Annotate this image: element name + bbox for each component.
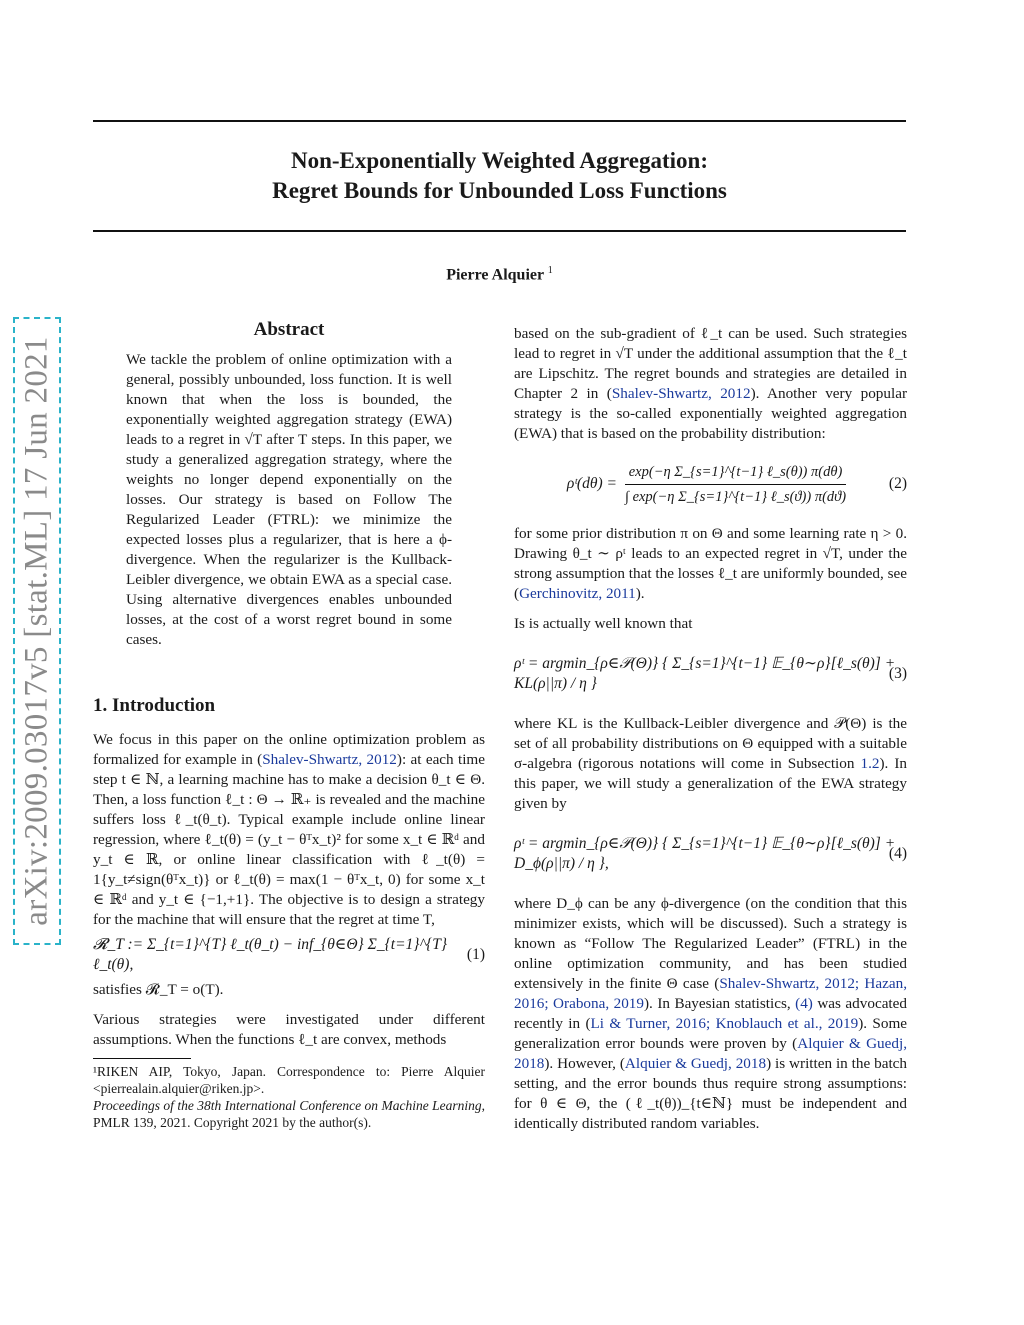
- citation-link[interactable]: Alquier & Guedj, 2018: [624, 1055, 767, 1072]
- arxiv-identifier: arXiv:2009.03017v5 [stat.ML] 17 Jun 2021: [18, 336, 55, 926]
- right-p5-text-d: ). Some generalization error bounds were proven by (: [514, 1015, 907, 1052]
- equation-4-body: ρᵗ = argmin_{ρ∈𝒫(Θ)} { Σ_{s=1}^{t−1} 𝔼_{θ∼ρ}[ℓ_s(θ)] + D_ϕ(ρ||π) / η },: [514, 835, 896, 872]
- intro-paragraph-2: satisfies 𝓡_T = o(T).: [93, 981, 224, 998]
- right-p4-text-a: where KL is the Kullback-Leibler divergence and 𝒫(Θ) is the set of all probability distributions on Θ equipped with a suitable σ-algebra (rigorous notations will come in Subsection: [514, 715, 907, 772]
- right-p5-text-e: ). However, (: [544, 1055, 625, 1072]
- intro-paragraph-1: [93, 730, 485, 930]
- paper-title-line-2: Regret Bounds for Unbounded Loss Functions: [272, 178, 727, 203]
- right-p2-text-b: ).: [635, 585, 645, 602]
- right-paragraph-5: [514, 894, 907, 1134]
- author-line: [93, 265, 906, 284]
- right-p1-text-b: ). Another very popular strategy is the so-called exponentially weighted aggregation (EWA) that is based on the probability distribution:: [514, 385, 907, 442]
- equation-3-body: ρᵗ = argmin_{ρ∈𝒫(Θ)} { Σ_{s=1}^{t−1} 𝔼_{θ∼ρ}[ℓ_s(θ)] + KL(ρ||π) / η }: [514, 655, 896, 692]
- citation-link[interactable]: Shalev-Shwartz, 2012; Hazan, 2016; Orabona, 2019: [514, 975, 907, 1012]
- author-affiliation-mark: 1: [547, 265, 553, 276]
- paper-title-line-1: Non-Exponentially Weighted Aggregation:: [290, 148, 709, 173]
- right-paragraph-2: [514, 524, 907, 604]
- right-p5-text-f: ) is written in the batch setting, and the error bounds thus require strong assumptions: for θ ∈ Θ, the (ℓ_t(θ))_{t∈ℕ} must be independent and identically distributed random variables.: [514, 1055, 908, 1132]
- citation-link[interactable]: Shalev-Shwartz, 2012: [611, 385, 751, 402]
- right-p5-text-c: was advocated recently in (: [514, 995, 907, 1032]
- right-p5-text-a: where D_ϕ can be any ϕ-divergence (on the condition that this minimizer exists, which will be discussed). Such a strategy is known as “Follow The Regularized Leader” (FTRL) in the online optimization community, and has been studied extensively in the finite Θ case (: [514, 895, 907, 992]
- equation-3-number: (3): [888, 665, 907, 682]
- proceedings-venue: Proceedings of the 38th International Conference on Machine Learning: [93, 1098, 482, 1113]
- citation-link[interactable]: Li & Turner, 2016; Knoblauch et al., 2019: [590, 1015, 859, 1032]
- intro-p1-text-a: We focus in this paper on the online optimization problem as formalized for example in (: [93, 731, 485, 768]
- equation-4: [514, 814, 907, 894]
- intro-p1-text-b: ): at each time step t ∈ ℕ, a learning machine has to make a decision θ_t ∈ Θ. Then, a loss function ℓ_t : Θ → ℝ₊ is revealed and the machine suffers loss ℓ_t(θ_t). Typical example include online linear regression, where ℓ_t(θ) = (y_t − θᵀx_t)² for some x_t ∈ ℝᵈ and y_t ∈ ℝ, or online linear classification with ℓ_t(θ) = 1{y_t≠sign(θᵀx_t)} or ℓ_t(θ) = max(1 − θᵀx_t, 0) for some x_t ∈ ℝᵈ and y_t ∈ {−1,+1}. The objective is to design a strategy for the machine that will ensure that the regret at time T,: [93, 751, 485, 928]
- left-column: [93, 320, 485, 1131]
- equation-1: [93, 930, 485, 980]
- right-paragraph-1: [514, 324, 907, 444]
- equation-1-number: (1): [466, 946, 485, 963]
- equation-4-number: (4): [888, 845, 907, 862]
- abstract-text: We tackle the problem of online optimization with a general, possibly unbounded, loss function. It is well known that when the loss is bounded, the exponentially weighted aggregation strategy (EWA) leads to a regret in √T after T steps. In this paper, we study a generalized aggregation strategy, where the weights no longer depend exponentially on the losses. Our strategy is based on Follow The Regularized Leader (FTRL): we minimize the expected losses plus a regularizer, that is here a ϕ-divergence. When the regularizer is the Kullback-Leibler divergence, we obtain EWA as a special case. Using alternative divergences enables unbounded losses, at the cost of a worst regret bound in some cases.: [126, 351, 452, 648]
- equation-2-fraction: [621, 462, 850, 507]
- footnote-affiliation: ¹RIKEN AIP, Tokyo, Japan. Correspondence to: Pierre Alquier <pierrealain.alquier@riken.jp>.: [93, 1064, 485, 1096]
- equation-1-body: 𝓡_T := Σ_{t=1}^{T} ℓ_t(θ_t) − inf_{θ∈Θ} Σ_{t=1}^{T} ℓ_t(θ),: [93, 936, 448, 973]
- intro-paragraph-3: Various strategies were investigated under different assumptions. When the functions ℓ_t are convex, methods: [93, 1011, 485, 1048]
- equation-3: [514, 634, 907, 714]
- equation-2-number: (2): [888, 475, 907, 492]
- equation-2-numerator: exp(−η Σ_{s=1}^{t−1} ℓ_s(θ)) π(dθ): [625, 462, 847, 485]
- equation-2-lhs: ρᵗ(dθ) =: [566, 475, 617, 492]
- citation-link[interactable]: Shalev-Shwartz, 2012: [262, 751, 397, 768]
- right-p2-text-a: for some prior distribution π on Θ and some learning rate η > 0. Drawing θ_t ∼ ρᵗ leads to an expected regret in √T, under the strong assumption that the losses ℓ_t are uniformly bounded, see (: [514, 525, 907, 602]
- right-paragraph-3: Is is actually well known that: [514, 615, 693, 632]
- right-p5-text-b: ). In Bayesian statistics,: [644, 995, 796, 1012]
- equation-2: [514, 444, 907, 524]
- right-column: [514, 324, 907, 1134]
- title-rule-top: [93, 120, 906, 122]
- arxiv-stamp: [13, 317, 61, 945]
- section-heading-introduction: 1. Introduction: [93, 695, 216, 716]
- footnote-rule: [93, 1058, 191, 1059]
- right-p4-text-b: ). In this paper, we will study a generalization of the EWA strategy given by: [514, 755, 907, 812]
- citation-link[interactable]: Alquier & Guedj, 2018: [514, 1035, 908, 1072]
- proceedings-notice: [93, 1097, 485, 1131]
- section-ref-link[interactable]: 1.2: [860, 755, 880, 772]
- title-rule-bottom: [93, 230, 906, 232]
- author-name: Pierre Alquier: [446, 266, 544, 284]
- right-p1-text-a: based on the sub-gradient of ℓ_t can be used. Such strategies lead to regret in √T under the additional assumption that the ℓ_t are Lipschitz. The regret bounds and strategies are detailed in Chapter 2 in (: [514, 325, 907, 402]
- right-paragraph-4: [514, 714, 907, 814]
- citation-link[interactable]: Gerchinovitz, 2011: [519, 585, 636, 602]
- abstract-heading: Abstract: [253, 319, 325, 340]
- proceedings-copyright: , PMLR 139, 2021. Copyright 2021 by the author(s).: [93, 1098, 485, 1130]
- equation-2-denominator: ∫ exp(−η Σ_{s=1}^{t−1} ℓ_s(ϑ)) π(dϑ): [624, 488, 847, 505]
- equation-ref-link[interactable]: (4): [795, 995, 813, 1012]
